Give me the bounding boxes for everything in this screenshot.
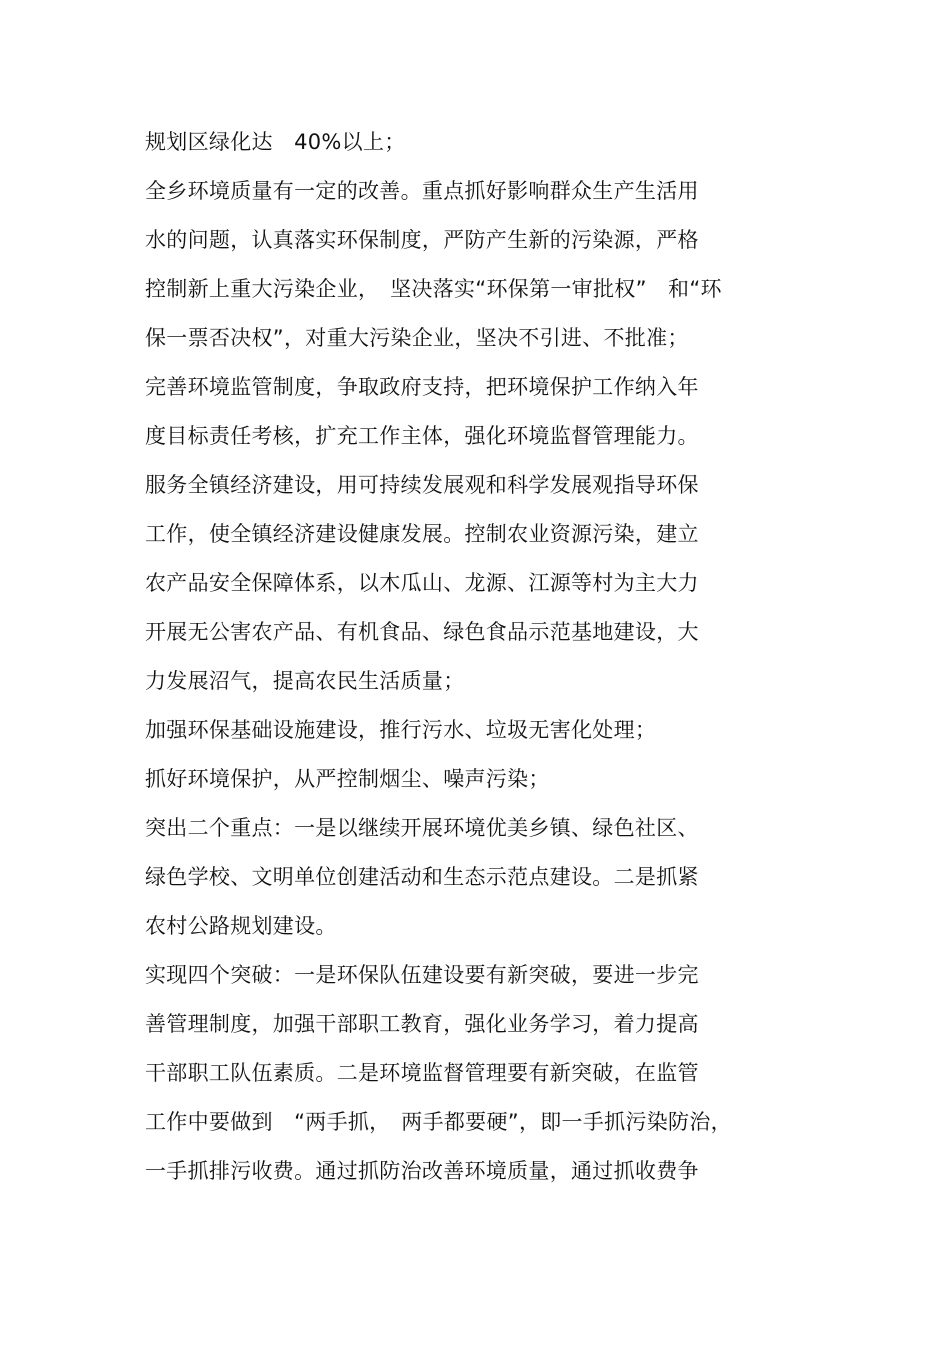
text-line: 完善环境监管制度，争取政府支持，把环境保护工作纳入年	[145, 375, 699, 399]
text-line: 控制新上重大污染企业， 坚决落实“环保第一审批权” 和“环	[145, 277, 722, 301]
text-line: 工作，使全镇经济建设健康发展。控制农业资源污染，建立	[145, 522, 699, 546]
text-line: 突出二个重点：一是以继续开展环境优美乡镇、绿色社区、	[145, 816, 699, 840]
text-line: 一手抓排污收费。通过抓防治改善环境质量，通过抓收费争	[145, 1159, 699, 1183]
text-line: 开展无公害农产品、有机食品、绿色食品示范基地建设，大	[145, 620, 699, 644]
text-line: 度目标责任考核，扩充工作主体，强化环境监督管理能力。	[145, 424, 699, 448]
text-line: 绿色学校、文明单位创建活动和生态示范点建设。二是抓紧	[145, 865, 699, 889]
text-line: 农产品安全保障体系，以木瓜山、龙源、江源等村为主大力	[145, 571, 699, 595]
text-line: 全乡环境质量有一定的改善。重点抓好影响群众生产生活用	[145, 179, 699, 203]
text-line: 实现四个突破：一是环保队伍建设要有新突破，要进一步完	[145, 963, 699, 987]
text-line: 干部职工队伍素质。二是环境监督管理要有新突破，在监管	[145, 1061, 699, 1085]
text-line: 加强环保基础设施建设，推行污水、垃圾无害化处理；	[145, 718, 657, 742]
text-line: 水的问题，认真落实环保制度，严防产生新的污染源，严格	[145, 228, 699, 252]
text-line: 抓好环境保护，从严控制烟尘、噪声污染；	[145, 767, 550, 791]
text-line: 善管理制度，加强干部职工教育，强化业务学习，着力提高	[145, 1012, 699, 1036]
text-line: 工作中要做到 “两手抓， 两手都要硬”，即一手抓污染防治，	[145, 1110, 732, 1134]
text-line: 农村公路规划建设。	[145, 914, 337, 938]
text-line: 规划区绿化达 40%以上；	[145, 130, 406, 154]
text-line: 服务全镇经济建设，用可持续发展观和科学发展观指导环保	[145, 473, 699, 497]
document-body	[145, 118, 845, 1196]
text-line: 力发展沼气，提高农民生活质量；	[145, 669, 465, 693]
text-line: 保一票否决权”，对重大污染企业，坚决不引进、不批准；	[145, 326, 689, 350]
